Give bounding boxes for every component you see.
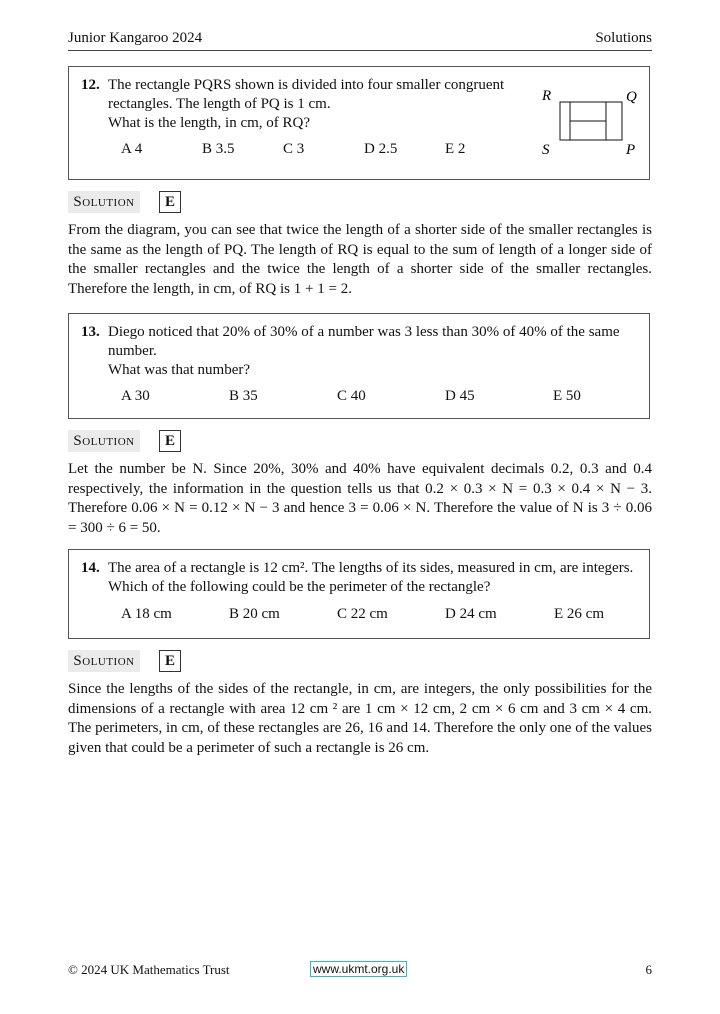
option-c: C 40: [337, 388, 366, 404]
question-line: The area of a rectangle is 12 cm². The lengths of its sides, measured in cm, are integers.: [108, 560, 634, 576]
question-line: rectangles. The length of PQ is 1 cm.: [108, 96, 331, 112]
option-a: A 30: [121, 388, 150, 404]
solution-label: Solution: [68, 191, 140, 213]
question-12-box: [68, 66, 650, 180]
answer-box: E: [159, 650, 181, 672]
solution-paragraph: Since the lengths of the sides of the rectangle, in cm, are integers, the only possibilities for the dimensions of a rectangle with area 12 cm ² are 1 cm × 12 cm, 2 cm × 6 cm and 3 cm × 4 cm. The perimeters, in cm, of these rectangles are 26, 16 and 14. Therefore the only one of the values given that could be a perimeter of such a rectangle is 26 cm.: [68, 681, 652, 756]
solution-text-13: [68, 460, 652, 538]
website-link[interactable]: www.ukmt.org.uk: [310, 961, 407, 977]
solution-text-14: [68, 680, 652, 758]
option-a: A 18 cm: [121, 606, 172, 622]
option-e: E 26 cm: [554, 606, 604, 622]
question-line: number.: [108, 343, 157, 359]
solution-text-12: [68, 221, 652, 299]
solution-label: Solution: [68, 650, 140, 672]
label-p: P: [626, 142, 636, 158]
solution-label: Solution: [68, 430, 140, 452]
question-14-box: [68, 549, 650, 639]
option-d: D 45: [445, 388, 475, 404]
question-line: What was that number?: [108, 362, 251, 378]
option-c: C 22 cm: [337, 606, 388, 622]
solution-paragraph: From the diagram, you can see that twice the length of a shorter side of the smaller rectangles is the same as the length of PQ. The length of RQ is equal to the sum of length of a longer side of the smaller rectangles and the twice the length of a shorter side of the smaller rectangles. Therefore the length, in cm, of RQ is 1 + 1 = 2.: [68, 222, 652, 297]
option-d: D 2.5: [364, 141, 398, 157]
header-title: Junior Kangaroo 2024: [68, 30, 203, 46]
option-a: A 4: [121, 141, 143, 157]
option-b: B 3.5: [202, 141, 235, 157]
option-b: B 20 cm: [229, 606, 280, 622]
page-header: [68, 30, 652, 51]
question-line: What is the length, in cm, of RQ?: [108, 115, 311, 131]
label-s: S: [542, 142, 550, 158]
question-line: Diego noticed that 20% of 30% of a number was 3 less than 30% of 40% of the same: [108, 324, 620, 340]
page-footer: [68, 962, 652, 980]
option-e: E 50: [553, 388, 581, 404]
rectangle-pqrs-diagram: [534, 81, 639, 161]
copyright: © 2024 UK Mathematics Trust: [68, 962, 230, 977]
label-q: Q: [626, 89, 637, 105]
option-d: D 24 cm: [445, 606, 497, 622]
option-b: B 35: [229, 388, 258, 404]
solution-paragraph: Let the number be N. Since 20%, 30% and 40% have equivalent decimals 0.2, 0.3 and 0.4 respectively, the information in the question tells us that 0.2 × 0.3 × N = 0.3 × 0.4 × N − 3. Therefore 0.06 × N = 0.12 × N − 3 and hence 3 = 0.06 × N. Therefore the value of N is 3 ÷ 0.06 = 300 ÷ 6 = 50.: [68, 461, 652, 536]
question-line: The rectangle PQRS shown is divided into four smaller congruent: [108, 77, 505, 93]
answer-box: E: [159, 430, 181, 452]
question-number: 13.: [81, 324, 100, 340]
question-line: Which of the following could be the perimeter of the rectangle?: [108, 579, 491, 595]
option-c: C 3: [283, 141, 305, 157]
option-e: E 2: [445, 141, 466, 157]
page-number: 6: [645, 962, 652, 977]
answer-box: E: [159, 191, 181, 213]
question-13-box: [68, 313, 650, 419]
question-number: 12.: [81, 77, 100, 93]
header-section: Solutions: [595, 30, 652, 46]
question-number: 14.: [81, 560, 100, 576]
label-r: R: [542, 88, 552, 104]
